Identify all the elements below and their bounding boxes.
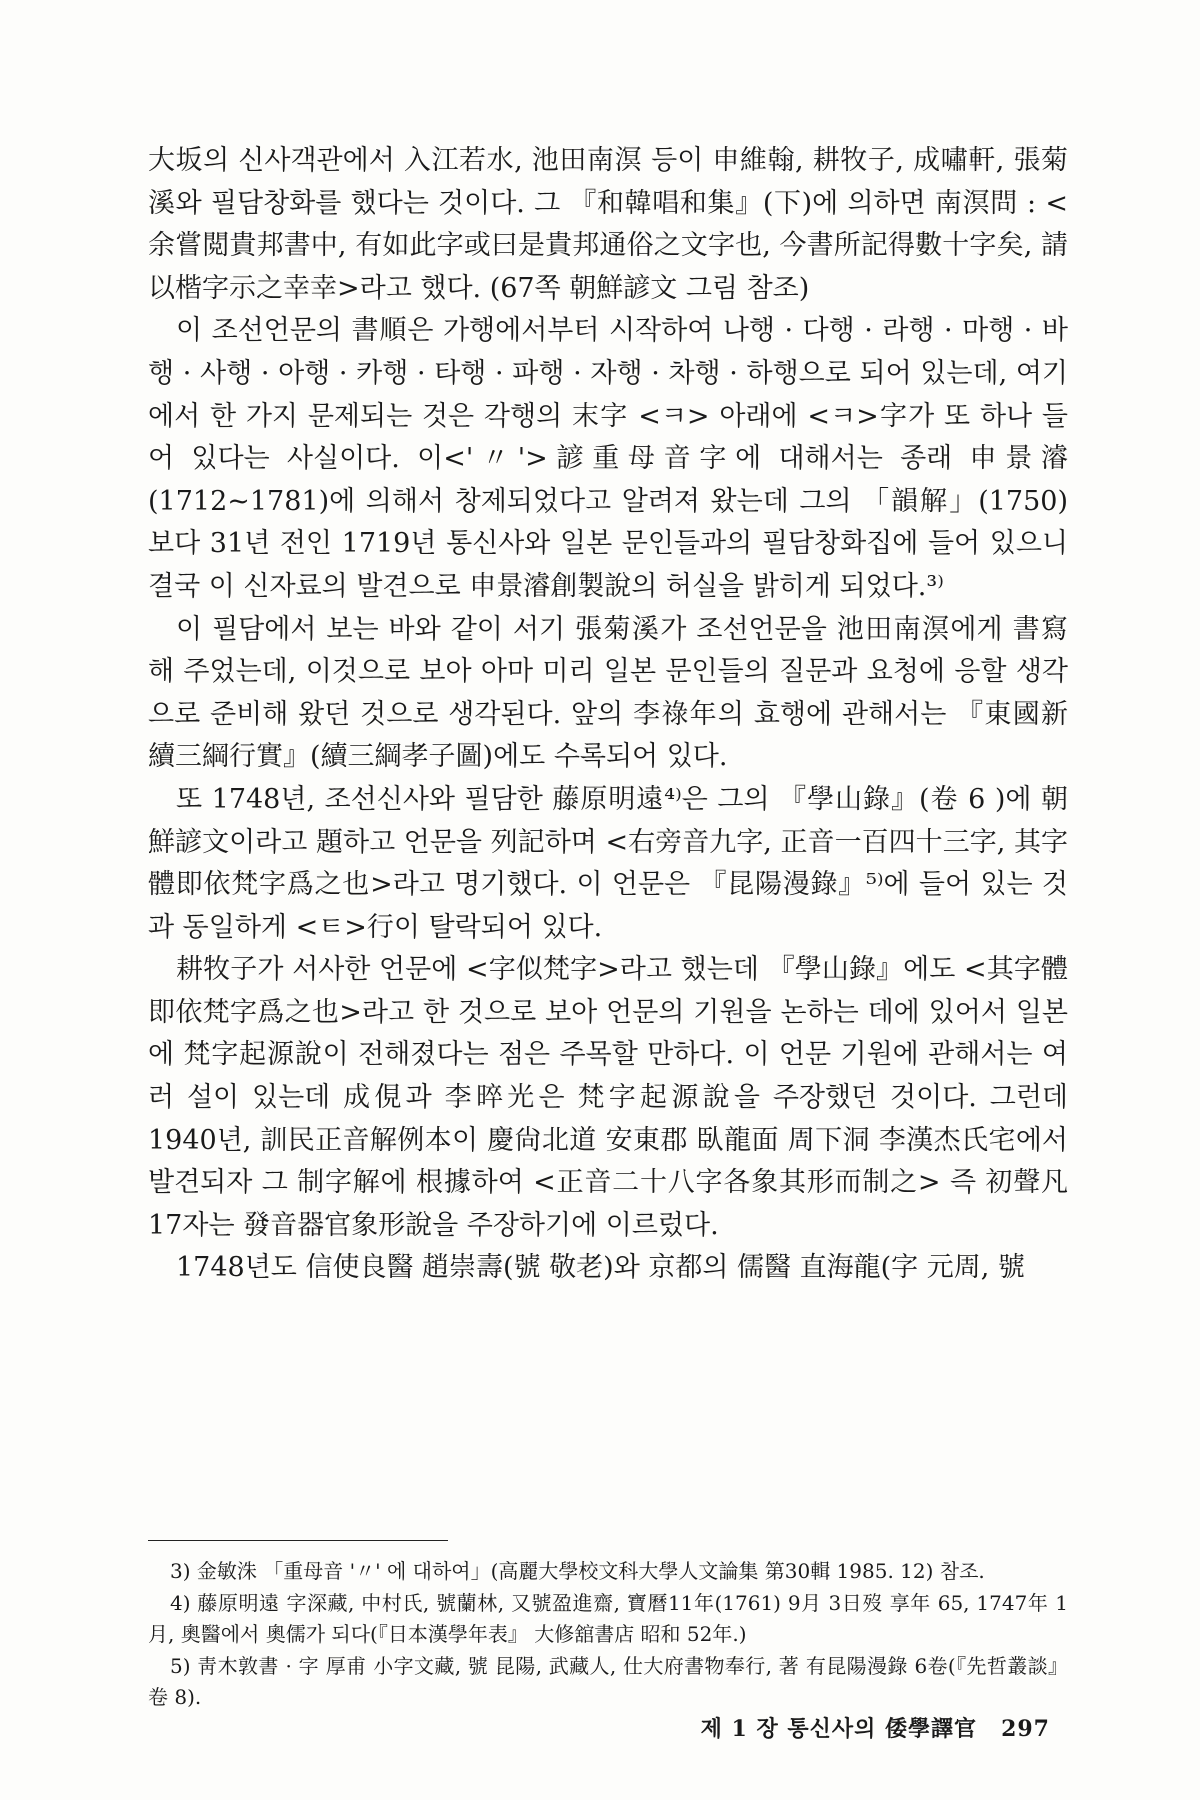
footnote-divider bbox=[148, 1540, 448, 1541]
running-footer bbox=[701, 1712, 1050, 1743]
paragraph-1: 大坂의 신사객관에서 入江若水, 池田南溟 등이 申維翰, 耕牧子, 成嘯軒, 張菊溪와 필담창화를 했다는 것이다. 그 『和韓唱和集』(下)에 의하면 南溟問 : <余嘗閲貴邦書中, 有如此字或曰是貴邦通俗之文字也, 今書所記得數十字矣, 請以楷字示之幸幸>라고 했다. (67쪽 朝鮮諺文 그림 참조) bbox=[148, 145, 1068, 304]
paragraph-2: 이 조선언문의 書順은 가행에서부터 시작하여 나행 · 다행 · 라행 · 마행 · 바행 · 사행 · 아행 · 카행 · 타행 · 파행 · 자행 · 차행 · 하행으로 되어 있는데, 여기에서 한 가지 문제되는 것은 각행의 末字 <ㅋ> 아래에 <ㅋ>字가 또 하나 들어 있다는 사실이다. 이<'〃'>諺重母音字에 대해서는 종래 申景濬(1712~1781)에 의해서 창제되었다고 알려져 왔는데 그의 「韻解」(1750)보다 31년 전인 1719년 통신사와 일본 문인들과의 필담창화집에 들어 있으니 결국 이 신자료의 발견으로 申景濬創製說의 허실을 밝히게 되었다.³⁾ bbox=[148, 315, 1068, 602]
footnote-5: 5) 靑木敦書 · 字 厚甫 小字文藏, 號 昆陽, 武藏人, 仕大府書物奉行, 著 有昆陽漫錄 6卷(『先哲叢談』 卷 8). bbox=[148, 1654, 1068, 1709]
footnote-3: 3) 金敏洙 「重母音 '〃' 에 대하여」(高麗大學校文科大學人文論集 第30輯 1985. 12) 참조. bbox=[170, 1559, 985, 1583]
paragraph-5: 耕牧子가 서사한 언문에 <字似梵字>라고 했는데 『學山錄』에도 <其字體即依梵字爲之也>라고 한 것으로 보아 언문의 기원을 논하는 데에 있어서 일본에 梵字起源說이 전해졌다는 점은 주목할 만하다. 이 언문 기원에 관해서는 여러 설이 있는데 成俔과 李晬光은 梵字起源說을 주장했던 것이다. 그런데 1940년, 訓民正音解例本이 慶尙北道 安東郡 臥龍面 周下洞 李漢杰氏宅에서 발견되자 그 制字解에 根據하여 <正音二十八字各象其形而制之> 즉 初聲凡 17자는 發音器官象形說을 주장하기에 이르렀다. bbox=[148, 954, 1068, 1241]
chapter-title: 제 1 장 통신사의 倭學譯官 bbox=[700, 1716, 978, 1742]
footnotes bbox=[148, 1556, 1068, 1714]
paragraph-3: 이 필담에서 보는 바와 같이 서기 張菊溪가 조선언문을 池田南溟에게 書寫해 주었는데, 이것으로 보아 아마 미리 일본 문인들의 질문과 요청에 응할 생각으로 준비해 왔던 것으로 생각된다. 앞의 李祿年의 효행에 관해서는 『東國新續三綱行實』(續三綱孝子圖)에도 수록되어 있다. bbox=[148, 613, 1068, 773]
paragraph-4: 또 1748년, 조선신사와 필담한 藤原明遠⁴⁾은 그의 『學山錄』(卷 6 )에 朝鮮諺文이라고 題하고 언문을 列記하며 <右旁音九字, 正音一百四十三字, 其字體即依梵字爲之也>라고 명기했다. 이 언문은 『昆陽漫錄』⁵⁾에 들어 있는 것과 동일하게 <ㅌ>行이 탈락되어 있다. bbox=[148, 783, 1068, 943]
page-number: 297 bbox=[1001, 1716, 1050, 1742]
footnote-4: 4) 藤原明遠 字深藏, 中村氏, 號蘭林, 又號盈進齋, 寶曆11年(1761) 9月 3日歿 享年 65, 1747年 1月, 奧醫에서 奧儒가 되다(『日本漢學年表』 大修舘書店 昭和 52年.) bbox=[148, 1591, 1068, 1646]
body-text bbox=[148, 140, 1068, 1290]
paragraph-6: 1748년도 信使良醫 趙崇壽(號 敬老)와 京都의 儒醫 直海龍(字 元周, 號 bbox=[176, 1252, 1025, 1284]
